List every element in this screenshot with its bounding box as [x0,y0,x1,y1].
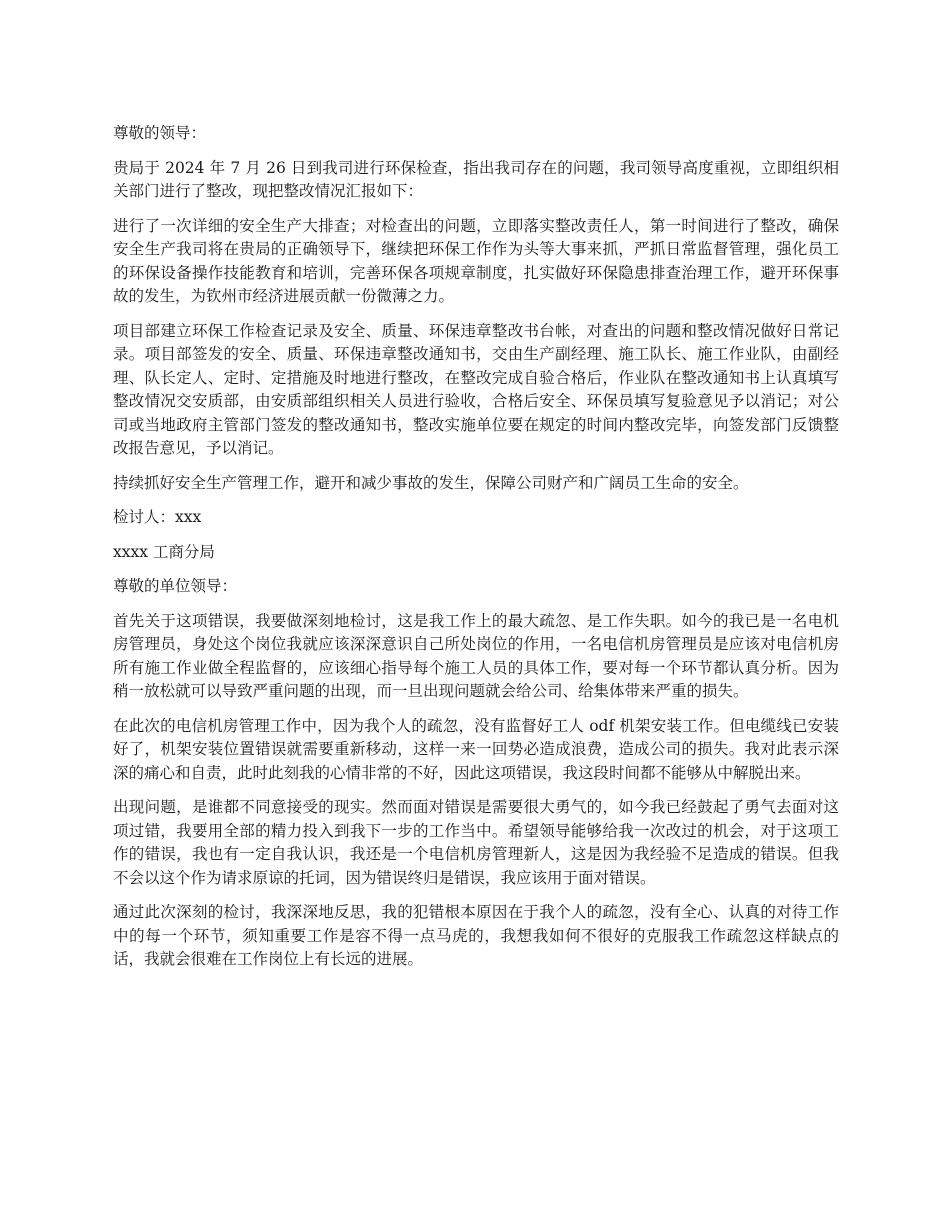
salutation-2: 尊敬的单位领导： [113,577,238,595]
salutation-1: 尊敬的领导： [113,124,207,142]
signer-line: 检讨人：xxx [113,508,202,526]
paragraph-intro: 贵局于 2024 年 7 月 26 日到我司进行环保检查，指出我司存在的问题，我司领导高度重视，立即组织相关部门进行了整改，现把整改情况汇报如下： [113,158,839,200]
organization-line: xxxx 工商分局 [113,542,215,561]
paragraph-facing-mistake: 出现问题，是谁都不同意接受的现实。然而面对错误是需要很大勇气的，如今我已经鼓起了勇气去面对这项过错，我要用全部的精力投入到我下一步的工作当中。希望领导能够给我一次改过的机会，对于这项工作的错误，我也有一定自我认识，我还是一个电信机房管理新人，这是因为我经验不足造成的错误。但我不会以这个作为请求原谅的托词，因为错误终归是错误，我应该用于面对错误。 [113,798,839,887]
paragraph-self-criticism: 首先关于这项错误，我要做深刻地检讨，这是我工作上的最大疏忽、是工作失职。如今的我已是一名电机房管理员，身处这个岗位我就应该深深意识自己所处岗位的作用，一名电信机房管理员是应该对电信机房所有施工作业做全程监督的，应该细心指导每个施工人员的具体工作，要对每一个环节都认真分析。因为稍一放松就可以导致严重问题的出现，而一旦出现问题就会给公司、给集体带来严重的损失。 [113,611,839,700]
paragraph-project-records: 项目部建立环保工作检查记录及安全、质量、环保违章整改书台帐，对查出的问题和整改情况做好日常记录。项目部签发的安全、质量、环保违章整改通知书，交由生产副经理、施工队长、施工作业队，由副经理、队长定人、定时、定措施及时地进行整改，在整改完成自验合格后，作业队在整改通知书上认真填写整改情况交安质部，由安质部组织相关人员进行验收，合格后安全、环保员填写复验意见予以消记；对公司或当地政府主管部门签发的整改通知书，整改实施单位要在规定的时间内整改完毕，向签发部门反馈整改报告意见，予以消记。 [113,321,839,457]
paragraph-incident: 在此次的电信机房管理工作中，因为我个人的疏忽，没有监督好工人 odf 机架安装工作。但电缆线已安装好了，机架安装位置错误就需要重新移动，这样一来一回势必造成浪费，造成公司的损失。我对此表示深深的痛心和自责，此时此刻我的心情非常的不好，因此这项错误，我这段时间都不能够从中解脱出来。 [113,716,839,782]
paragraph-inspection: 进行了一次详细的安全生产大排查；对检查出的问题，立即落实整改责任人，第一时间进行了整改，确保安全生产我司将在贵局的正确领导下，继续把环保工作作为头等大事来抓，严抓日常监督管理，强化员工的环保设备操作技能教育和培训，完善环保各项规章制度，扎实做好环保隐患排查治理工作，避开环保事故的发生，为钦州市经济进展贡献一份微薄之力。 [113,216,839,305]
paragraph-safety: 持续抓好安全生产管理工作，避开和减少事故的发生，保障公司财产和广阔员工生命的安全。 [113,473,749,492]
paragraph-reflection: 通过此次深刻的检讨，我深深地反思，我的犯错根本原因在于我个人的疏忽，没有全心、认真的对待工作中的每一个环节，须知重要工作是容不得一点马虎的，我想我如何不很好的克服我工作疏忽这样缺点的话，我就会很难在工作岗位上有长远的进展。 [113,903,839,968]
document-page [113,122,839,983]
